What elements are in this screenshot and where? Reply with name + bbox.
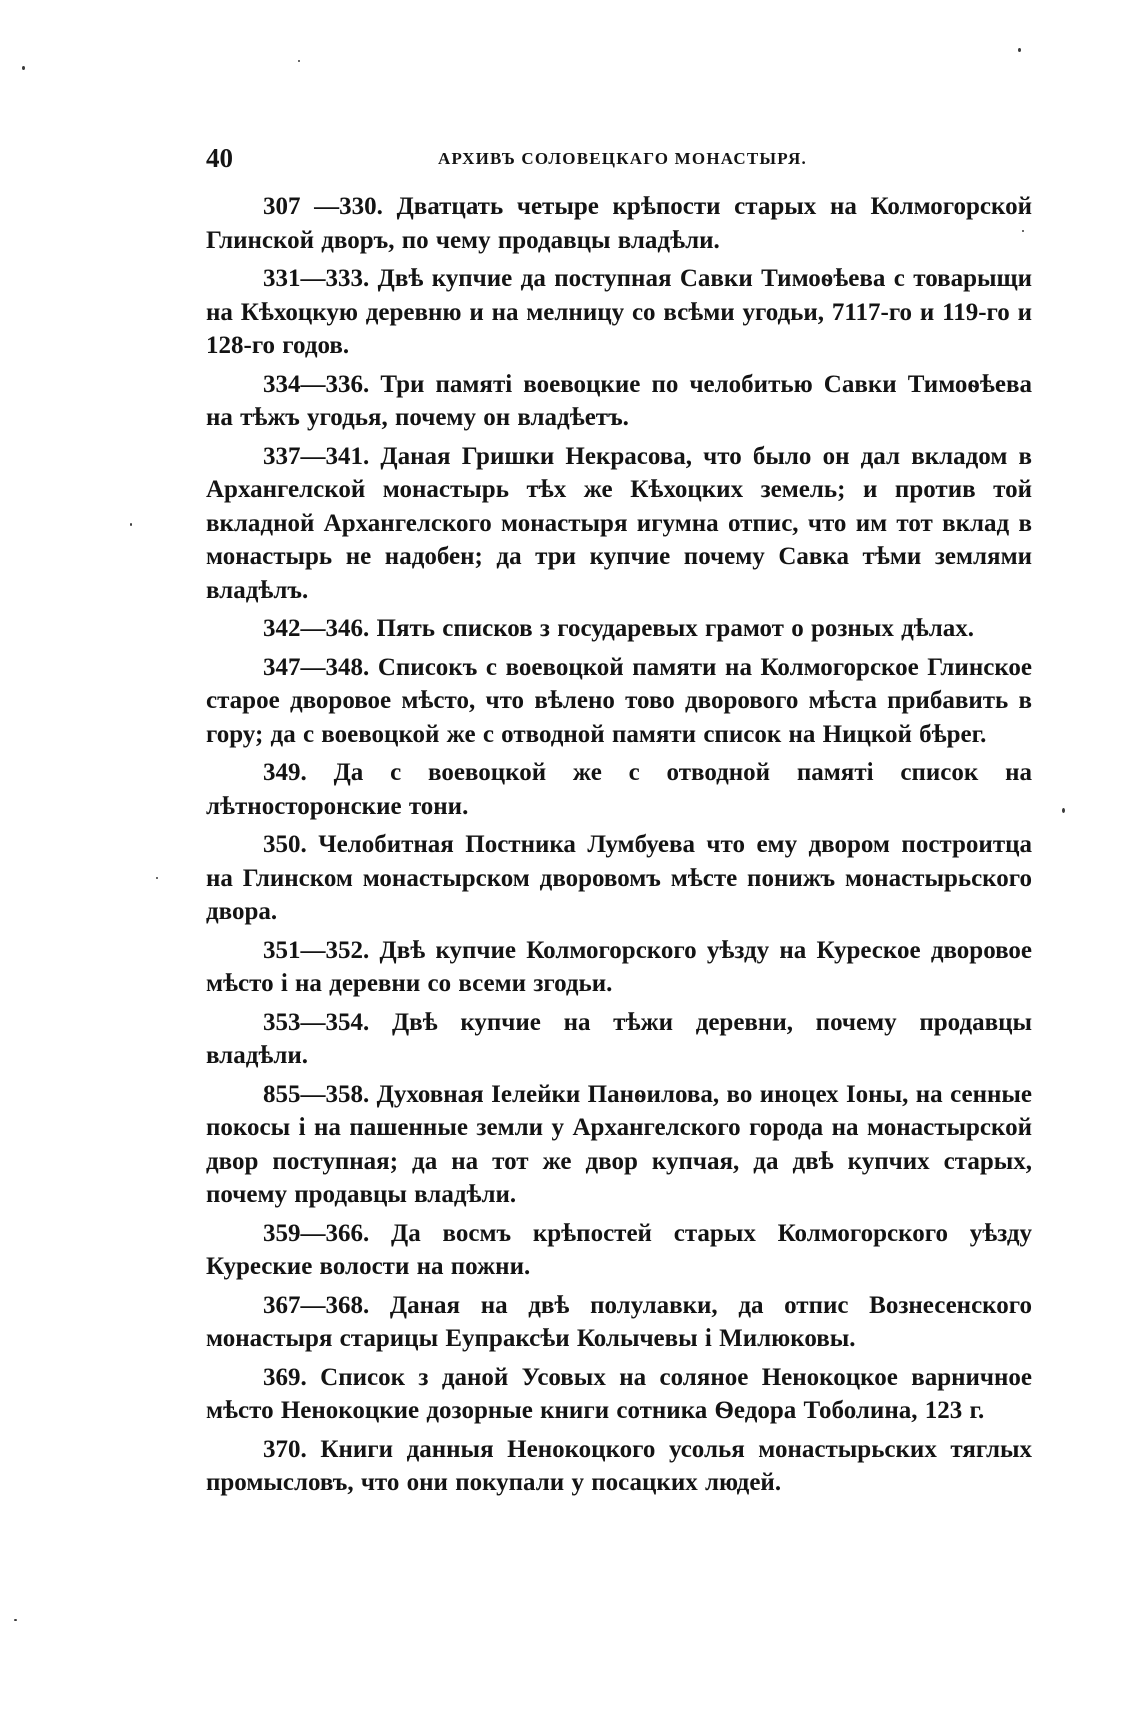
entry-number: 359—366. bbox=[263, 1219, 370, 1247]
entry-text: Даная Гришки Некрасова, что было он дал вкладом в Архангелской монастырь тѣх же Кѣхоцких земель; и против той вкладной Архангелского монастыря игумна отпис, что им тот вклад в монастырь не надобен; да три купчие почему Савка тѣми землями владѣлъ. bbox=[206, 442, 1033, 604]
running-title: АРХИВЪ СОЛОВЕЦКАГО МОНАСТЫРЯ. bbox=[438, 149, 807, 168]
entry-number: 349. bbox=[263, 759, 307, 786]
scan-speck bbox=[1018, 48, 1021, 52]
scan-speck bbox=[156, 877, 158, 879]
entry-number: 367—368. bbox=[263, 1291, 370, 1319]
entry-text: Книги данныя Ненокоцкого усолья монастырьских тяглых промысловъ, что они покупали у посацких людей. bbox=[206, 1435, 1033, 1496]
entry-number: 337—341. bbox=[263, 442, 370, 470]
archive-entry bbox=[206, 1361, 1032, 1428]
scan-speck bbox=[298, 60, 300, 62]
entry-number: 331—333. bbox=[263, 265, 370, 292]
entry-number: 334—336. bbox=[263, 370, 370, 398]
entry-text: Список з даной Усовых на соляное Ненокоцкое варничное мѣсто Ненокоцкие дозорные книги сотника Ѳедора Тоболина, 123 г. bbox=[206, 1363, 1033, 1424]
archive-entry bbox=[206, 368, 1032, 435]
entry-text: Пять списков з государевых грамот о розных дѣлах. bbox=[376, 615, 975, 642]
entry-text: Да восмъ крѣпостей старых Колмогорского уѣзду Куреские волости на пожни. bbox=[206, 1219, 1033, 1280]
archive-entry bbox=[206, 1006, 1032, 1073]
entry-number: 342—346. bbox=[263, 615, 370, 642]
archive-entry bbox=[206, 190, 1032, 257]
entry-text: Да с воевоцкой же с отводной памяті список на лѣтносторонские тони. bbox=[206, 759, 1032, 820]
entry-text: Списокъ с воевоцкой памяти на Колмогорское Глинское старое дворовое мѣсто, что вѣлено тово дворового мѣста прибавить в гору; да с воевоцкой же с отводной памяти список на Ницкой бѣрег. bbox=[206, 653, 1032, 748]
entry-text: Духовная Іелейки Панѳилова, во иноцех Іоны, на сенные покосы і на пашенные земли у Архангелского города на монастырской двор поступная; да на тот же двор купчая, да двѣ купчих старых, почему продавцы владѣли. bbox=[206, 1080, 1032, 1208]
page-body bbox=[206, 190, 1032, 1505]
page-number: 40 bbox=[206, 143, 233, 173]
scan-speck bbox=[1062, 808, 1065, 813]
entry-text: Двѣ купчие Колмогорского уѣзду на Куреское дворовое мѣсто і на деревни со всеми згодьи. bbox=[206, 936, 1033, 997]
entry-text: Двѣ купчие на тѣжи деревни, почему продавцы владѣли. bbox=[206, 1008, 1033, 1069]
entry-number: 353—354. bbox=[263, 1008, 370, 1036]
entry-text: Даная на двѣ полулавки, да отпис Вознесенского монастыря старицы Еупраксѣи Колычевы і Милюковы. bbox=[206, 1291, 1032, 1352]
scan-speck bbox=[14, 1619, 17, 1621]
entry-number: 351—352. bbox=[263, 936, 370, 964]
entry-number: 350. bbox=[263, 831, 307, 858]
entry-text: Двѣ купчие да поступная Савки Тимоѳѣева с товарыщи на Кѣхоцкую деревню и на мелницу со всѣми угодьи, 7117-го и 119-го и 128-го годов. bbox=[206, 265, 1033, 359]
entry-number: 369. bbox=[263, 1363, 307, 1391]
archive-entry bbox=[206, 1289, 1032, 1356]
archive-entry bbox=[206, 1433, 1032, 1500]
entry-text: Челобитная Постника Лумбуева что ему двором построитца на Глинском монастырском дворовомъ мѣсте понижъ монастырьского двора. bbox=[206, 831, 1032, 925]
scan-speck bbox=[22, 66, 25, 70]
archive-entry bbox=[206, 612, 1032, 646]
entry-number: 307 —330. bbox=[263, 193, 383, 220]
archive-entry bbox=[206, 651, 1032, 752]
page-header bbox=[206, 140, 1032, 176]
entry-number: 370. bbox=[263, 1435, 307, 1463]
archive-entry bbox=[206, 934, 1032, 1001]
archive-entry bbox=[206, 440, 1032, 608]
archive-entry bbox=[206, 756, 1032, 823]
archive-entry bbox=[206, 828, 1032, 929]
scan-speck bbox=[130, 523, 132, 526]
entry-text: Дватцать четыре крѣпости старых на Колмогорской Глинской дворъ, по чему продавцы владѣли. bbox=[206, 193, 1033, 254]
entry-number: 347—348. bbox=[263, 653, 370, 681]
entry-text: Три памяті воевоцкие по челобитью Савки Тимоѳѣева на тѣжъ угодья, почему он владѣетъ. bbox=[206, 370, 1032, 431]
archive-entry bbox=[206, 1078, 1032, 1212]
scan-speck bbox=[1022, 230, 1024, 232]
entry-number: 855—358. bbox=[263, 1080, 370, 1108]
archive-entry bbox=[206, 1217, 1032, 1284]
archive-entry bbox=[206, 262, 1032, 363]
